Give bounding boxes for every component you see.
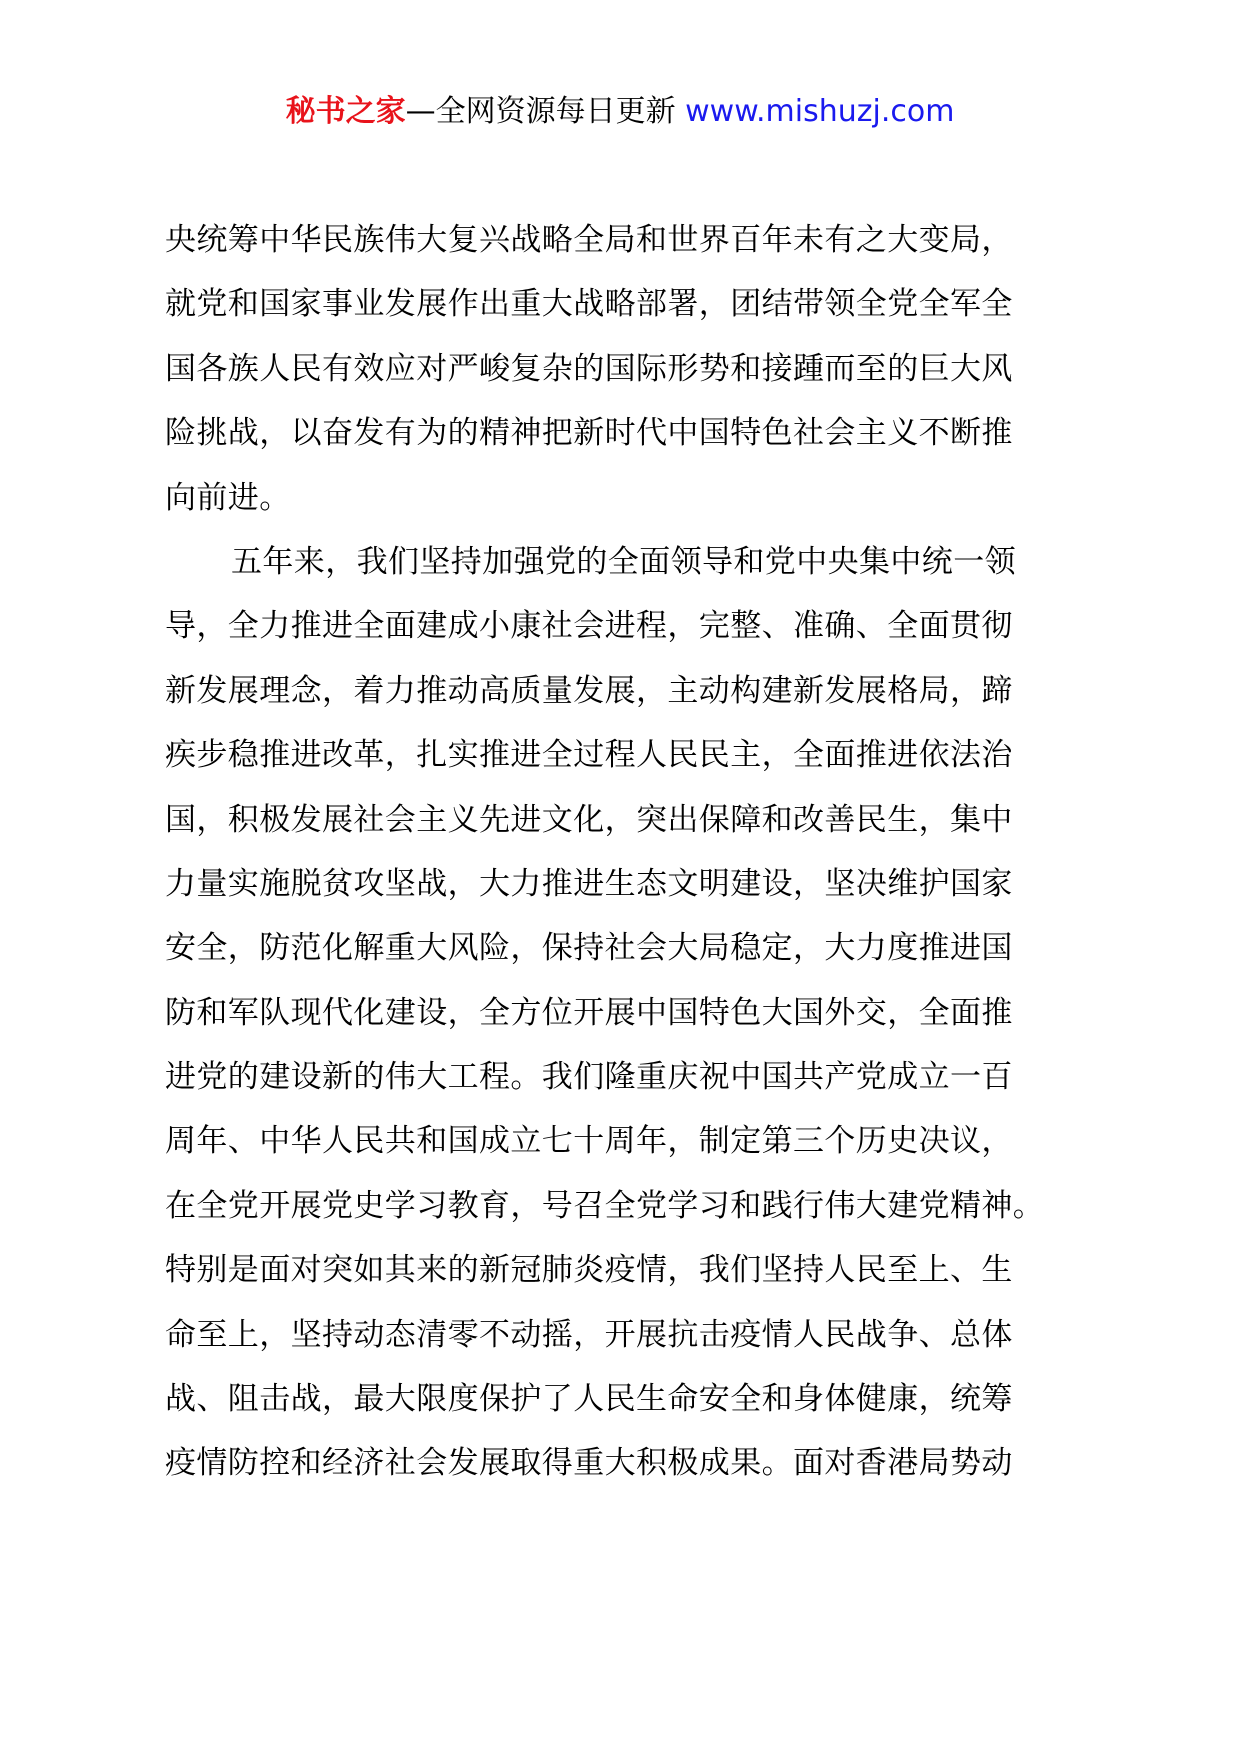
body-line: 防和军队现代化建设，全方位开展中国特色大国外交，全面推 [165,994,1013,1031]
body-line: 战、阻击战，最大限度保护了人民生命安全和身体健康，统筹 [165,1381,1013,1418]
body-line: 疾步稳推进改革，扎实推进全过程人民民主，全面推进依法治 [165,737,1013,774]
header-tagline: —全网资源每日更新 [405,94,686,129]
body-line: 央统筹中华民族伟大复兴战略全局和世界百年未有之大变局， [165,222,1013,258]
paragraph-start-line: 五年来，我们坚持加强党的全面领导和党中央集中统一领 [231,543,1016,580]
body-line: 安全，防范化解重大风险，保持社会大局稳定，大力度推进国 [165,930,1013,967]
body-line: 疫情防控和经济社会发展取得重大积极成果。面对香港局势动 [165,1445,1013,1482]
body-line: 国，积极发展社会主义先进文化，突出保障和改善民生，集中 [165,801,1013,838]
body-line: 险挑战，以奋发有为的精神把新时代中国特色社会主义不断推 [165,415,1013,452]
document-body [165,208,1095,1496]
body-line: 进党的建设新的伟大工程。我们隆重庆祝中国共产党成立一百 [165,1059,1013,1096]
body-line: 国各族人民有效应对严峻复杂的国际形势和接踵而至的巨大风 [165,350,1013,387]
body-line: 在全党开展党史学习教育，号召全党学习和践行伟大建党精神。 [165,1187,1045,1224]
body-line: 特别是面对突如其来的新冠肺炎疫情，我们坚持人民至上、生 [165,1252,1013,1289]
body-line: 导，全力推进全面建成小康社会进程，完整、准确、全面贯彻 [165,608,1013,645]
body-line: 命至上，坚持动态清零不动摇，开展抗击疫情人民战争、总体 [165,1316,1013,1353]
site-header [0,92,1240,132]
brand-name: 秘书之家 [285,94,406,129]
body-line: 新发展理念，着力推动高质量发展，主动构建新发展格局，蹄 [165,672,1013,709]
site-url-link[interactable]: www.mishuzj.com [685,94,955,129]
body-line: 周年、中华人民共和国成立七十周年，制定第三个历史决议， [165,1123,1013,1160]
body-line: 就党和国家事业发展作出重大战略部署，团结带领全党全军全 [165,286,1013,323]
body-line: 力量实施脱贫攻坚战，大力推进生态文明建设，坚决维护国家 [165,865,1013,902]
body-line: 向前进。 [165,479,291,516]
